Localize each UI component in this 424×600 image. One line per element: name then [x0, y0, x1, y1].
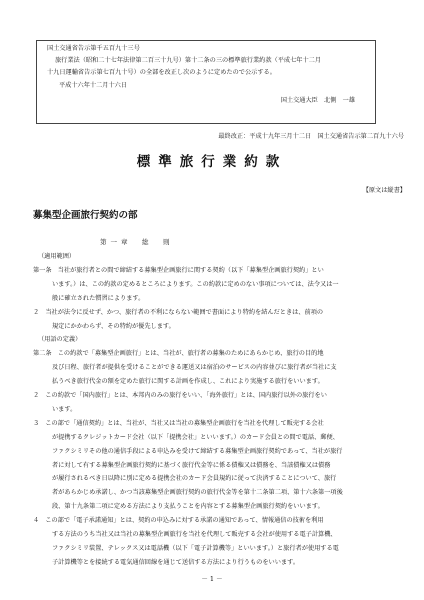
document-title: 標準旅行業約款	[136, 154, 288, 170]
part-title: 募集型企画旅行契約の部	[33, 210, 138, 221]
notice-text-line: 十九日運輸省告示第七百九十号）の全部を改正し次のように定めたので公示する。	[47, 69, 276, 76]
original-format-note: 【原文は縦書】	[362, 187, 406, 194]
notice-number: 国土交通省告示第千五百九十三号	[47, 45, 140, 52]
body-line: 段、第十九条第二項に定める方法により支払うことを内容とする募集型企画旅行契約をいいます。	[52, 503, 324, 511]
body-line: する方法のうち当社又は当社の募集型企画旅行を当社を代理して販売する会社が使用する電子計算機、	[52, 531, 337, 538]
body-line: います。	[52, 405, 77, 413]
article-caption: （用語の定義）	[38, 336, 82, 344]
revision-line: 最終改正：平成十九年三月十二日 国土交通省告示第二百九十六号	[218, 133, 404, 140]
public-notice-box	[36, 40, 376, 124]
chapter-heading: 第一章 総 則	[100, 238, 174, 246]
body-line: 払うべき旅行代金の額を定めた旅行に関する計画を作成し、これにより実施する旅行をいいます。	[52, 378, 324, 386]
body-line: います。）は、この約款の定めるところによります。この約款に定めのない事項については、法令又は一	[52, 280, 339, 288]
body-line: ファクシミリ装置、テレックス又は電話機（以下「電子計算機等」といいます。）と旅行者が使用する電	[52, 544, 339, 552]
body-line: 第一条 当社が旅行者との間で締結する募集型企画旅行に関する契約（以下「募集型企画旅行契約」とい	[33, 266, 324, 274]
body-line: が提携するクレジットカード会社（以下「提携会社」といいます。）のカード会員との間で電話、郵便、	[52, 433, 339, 441]
body-line: 者があらかじめ承諾し、かつ当該募集型企画旅行契約の旅行代金等を第十二条第二項、第十六条第一項後	[52, 489, 343, 497]
body-line: 及び日程、旅行者が提供を受けることができる運送又は宿泊のサービスの内容並びに旅行者が当社に支	[52, 364, 337, 372]
body-line: ３ この部で「通信契約」とは、当社が、当社又は当社の募集型企画旅行を当社を代理して販売する会社	[33, 419, 324, 427]
page-number: － 1 －	[201, 575, 223, 583]
notice-signature: 国土交通大臣 北側 一雄	[280, 97, 355, 104]
notice-text-line: 旅行業法（昭和二十七年法律第二百三十九号）第十二条の三の標準旅行業約款（平成七年十二月	[55, 57, 322, 64]
body-line: ファクシミリその他の通信手段による申込みを受けて締結する募集型企画旅行契約であって、当社が旅行	[52, 447, 343, 455]
notice-date: 平成十六年十二月十六日	[59, 82, 128, 89]
body-line: 規定にかかわらず、その特約が優先します。	[52, 322, 175, 330]
body-line: が履行されるべき日以降に別に定める提携会社のカード会員規約に従って決済することについて、旅行	[52, 475, 337, 483]
body-line: 般に確立された慣習によります。	[52, 294, 145, 302]
body-line: 第二条 この約款で「募集型企画旅行」とは、当社が、旅行者の募集のためにあらかじめ、旅行の目的地	[33, 350, 324, 358]
body-line: ２ この約款で「国内旅行」とは、本邦内のみの旅行をいい、「海外旅行」とは、国内旅行以外の旅行をい	[33, 392, 327, 399]
body-line: ２ 当社が法令に反せず、かつ、旅行者の不利にならない範囲で書面により特約を結んだときは、前項の	[33, 308, 324, 316]
article-caption: （適用範囲）	[38, 253, 76, 260]
body-line: 者に対して有する募集型企画旅行契約に基づく旅行代金等に係る債権又は債務を、当該債権又は債務	[52, 461, 331, 469]
body-line: 子計算機等とを接続する電気通信回線を通じて送信する方法により行うものをいいます。	[52, 558, 300, 566]
body-line: ４ この部で「電子承諾通知」とは、契約の申込みに対する承諾の通知であって、情報通信の技術を利用	[33, 517, 324, 525]
